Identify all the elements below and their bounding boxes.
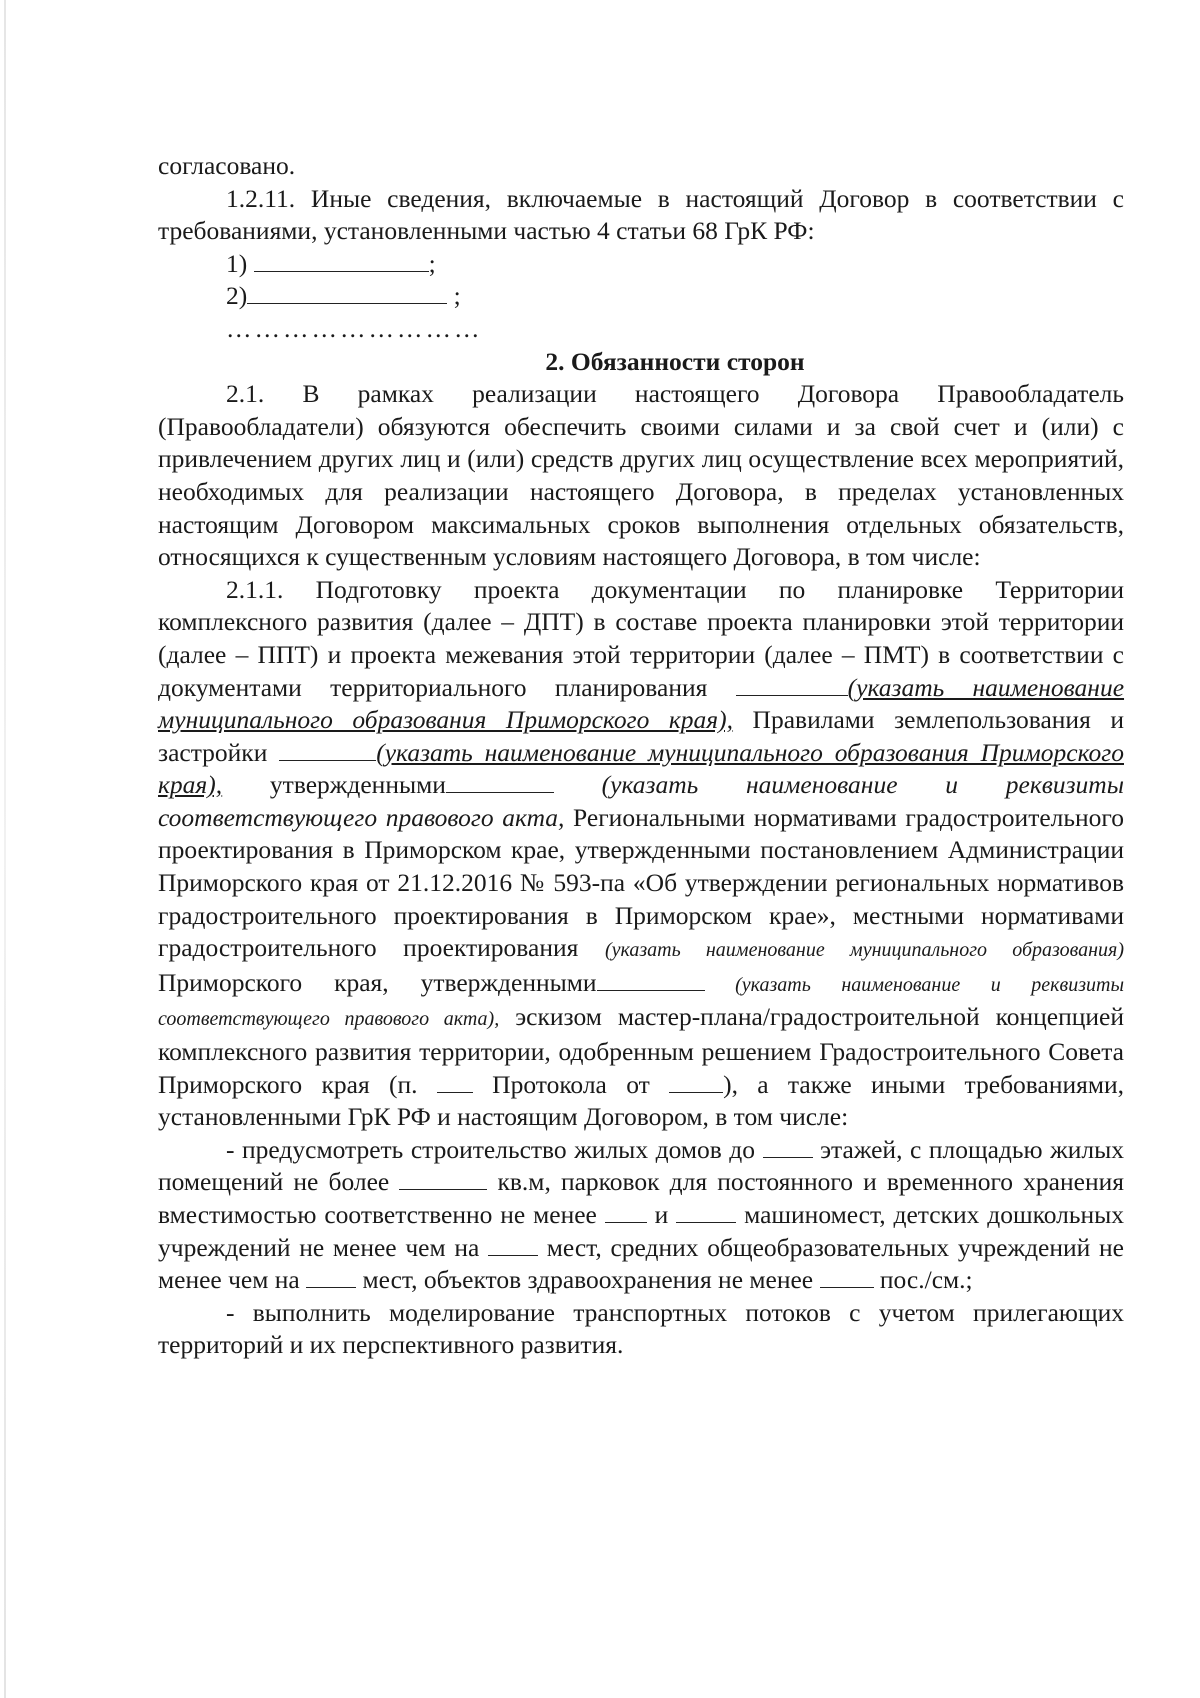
italic-hint: (указать наименование муниципального образования) (604, 939, 1125, 962)
blank-field (763, 1135, 813, 1158)
bullet-item: - предусмотреть строительство жилых домов до этажей, с площадью жилых помещений не более кв.м, парковок для постоянного и временного хранения вместимостью соответственно не менее и машиномест, детских дошкольных учреждений не менее чем на мест, средних общеобразовательных учреждений не менее чем на мест, объектов здравоохранения не менее пос./см.; (158, 1134, 1124, 1295)
blank-field (279, 738, 376, 761)
blank-field (446, 770, 554, 793)
blank-field (399, 1167, 487, 1190)
list-item: 2) ; (226, 281, 461, 311)
paragraph-2-1-1: 2.1.1. Подготовку проекта документации по планировке Территории комплексного развития (далее – ДПТ) в составе проекта планировки этой территории (далее – ППТ) и проекта межевания этой территории (далее – ПМТ) в соответствии с документами территориального планирования (указать наименование муниципального образования Приморского края), Правилами землепользования и застройки (указать наименование муниципального образования Приморского края), утвержденными (указать наименование и реквизиты соответствующего правового акта, Региональными нормативами градостроительного проектирования в Приморском крае, утвержденными постановлением Администрации Приморского края от 21.12.2016 № 593-па «Об утверждении региональных нормативов градостроительного проектирования в Приморском крае», местными нормативами градостроительного проектирования (указать наименование муниципального образования) Приморского края, утвержденными (указать наименование и реквизиты соответствующего правового акта), эскизом мастер-плана/градостроительной концепцией комплексного развития территории, одобренным решением Градостроительного Совета Приморского края (п. Протокола от ), а также иными требованиями, установленными ГрК РФ и настоящим Договором, в том числе: (158, 574, 1125, 1132)
italic-hint: (указать наименование муниципального образования Приморского края), (158, 672, 1125, 735)
blank-field (488, 1233, 538, 1256)
item-1-2-11: 1.2.11. Иные сведения, включаемые в настоящий Договор в соответствии с требованиями, установленными частью 4 статьи 68 ГрК РФ: (158, 183, 1124, 246)
paragraph-2-1: 2.1. В рамках реализации настоящего Договора Правообладатель (Правообладатели) обязуются обеспечить своими силами и за свой счет и (или) с привлечением других лиц и (или) средств других лиц осуществление всех мероприятий, необходимых для реализации настоящего Договора, в пределах установленных настоящим Договором максимальных сроков выполнения отдельных обязательств, относящихся к существенным условиям настоящего Договора, в том числе: (158, 379, 1124, 572)
blank-field (306, 1265, 356, 1288)
blank-field (676, 1200, 736, 1223)
blank-field (736, 673, 848, 696)
section-title: 2. Обязанности сторон (545, 346, 805, 376)
blank-field (820, 1265, 874, 1288)
blank-field (247, 281, 447, 304)
bullet-item: - выполнить моделирование транспортных потоков с учетом прилегающих территорий и их перспективного развития. (158, 1297, 1124, 1360)
blank-field (437, 1070, 473, 1093)
document-page (158, 150, 1124, 1362)
list-item: 1) ; (226, 248, 436, 278)
blank-field (597, 968, 705, 991)
italic-hint: (указать наименование муниципального образования Приморского края), (158, 737, 1124, 800)
italic-hint: (указать наименование и реквизиты соответствующего правового акта, (158, 770, 1124, 832)
prev-paragraph-end: согласовано. (158, 151, 296, 180)
italic-hint: (указать наименование и реквизиты соответствующего правового акта), (158, 973, 1125, 1031)
blank-field (254, 249, 429, 272)
ellipsis-line: ……………………… (226, 313, 483, 343)
page-edge (4, 0, 6, 1698)
blank-field (605, 1200, 647, 1223)
blank-field (669, 1070, 723, 1093)
